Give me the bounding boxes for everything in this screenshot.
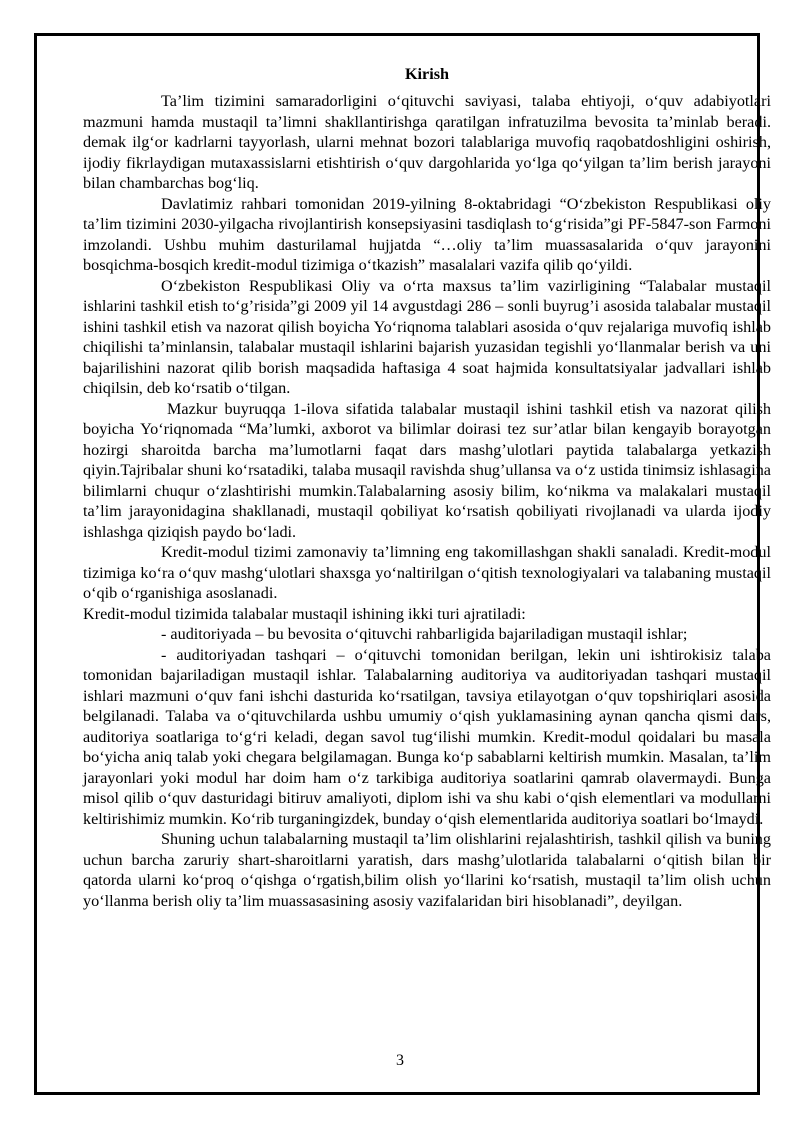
paragraph-instruction: Mazkur buyruqqa 1-ilova sifatida talabalar mustaqil ishini tashkil etish va nazorat qilish boyicha Yo‘riqnomada “Ma’lumki, axborot va bilimlar doirasi tez sur’atlar bilan kengayib borayotgan hozirgi sharoitda barcha ma’lumotlarni faqat dars mashg’ulotlari paytida talabalarga yetkazish qiyin.Tajribalar shuni ko‘rsatadiki, talaba musaqil ravishda shug’ullansa va o‘z ustida tinimsiz ishlasagina bilimlarni chuqur o‘zlashtirishi mumkin.Talabalarning asosiy bilim, ko‘nikma va malakalari mustaqil ta’lim jarayonidagina shakllanadi, mustaqil qobiliyat ko‘rsatish qobiliyati rivojlanadi va ularda ijodiy ishlashga qiziqish paydo bo‘ladi.: [83, 399, 771, 541]
paragraph-ministry-order: O‘zbekiston Respublikasi Oliy va o‘rta maxsus ta’lim vazirligining “Talabalar mustaqil ishlarini tashkil etish to‘g’risida”gi 2009 yil 14 avgustdagi 286 – sonli buyrug’i asosida talabalar mustaqil ishini tashkil etish va nazorat qilish boyicha Yo‘riqnoma talablari asosida o‘quv rejalariga muvofiq ishlab chiqilishi ta’minlansin, talabalar mustaqil ishlarini bajarish yuzasidan tegishli yo‘llanmalar berish va uni bajarilishini nazorat qilib borish maqsadida haftasiga 4 soat hajmida konsultatsiyalar jadvallari ishlab chiqilsin, deb ko‘rsatib o‘tilgan.: [83, 276, 771, 397]
list-item-auditorium: - auditoriyada – bu bevosita o‘qituvchi rahbarligida bajariladigan mustaqil ishlar;: [161, 625, 688, 643]
page-number: 3: [396, 1052, 404, 1069]
list-item-outside-auditorium: - auditoriyadan tashqari – o‘qituvchi tomonidan berilgan, lekin uni ishtirokisiz talaba tomonidan bajariladigan mustaqil ishlar. Talabalarning auditoriya va auditoriyadan tashqari mustaqil ishlari mazmuni o‘quv fani ishchi dasturida ko‘rsatilgan, tavsiya etilayotgan o‘quv topshiriqlari asosida belgilanadi. Talaba va o‘qituvchilarda ushbu umumiy o‘qish yuklamasining aynan qancha qismi dars, auditoriya soatlariga to‘g‘ri keladi, degan savol tug‘ilishi mumkin. Kredit-modul qoidalari bu masala bo‘yicha aniq talab yoki chegara belgilamagan. Bunga ko‘p sabablarni keltirish mumkin. Masalan, ta’lim jarayonlari yoki modul har doim ham o‘z tarkibiga auditoriya soatlarini qamrab olavermaydi. Bunga misol qilib o‘quv dasturidagi bitiruv amaliyoti, diplom ishi va shu kabi o‘qish elementlari va modullarni keltirishimiz mumkin. Ko‘rib turganingizdek, bunday o‘qish elementlarida auditoriya soatlari bo‘lmaydi.: [83, 645, 771, 828]
paragraph-credit-module: Kredit-modul tizimi zamonaviy ta’limning eng takomillashgan shakli sanaladi. Kredit-modul tizimiga ko‘ra o‘quv mashg‘ulotlari shaxsga yo‘naltirilgan o‘qitish texnologiyalari va talabaning mustaqil o‘qib o‘rganishiga asoslanadi.: [83, 543, 771, 602]
paragraph-intro: Ta’lim tizimini samaradorligini o‘qituvchi saviyasi, talaba ehtiyoji, o‘quv adabiyotlari mazmuni hamda mustaqil ta’limni shakllantirishga qaratilgan infratuzilma bevosita ta’minlab beradi. demak ilg‘or kadrlarni tayyorlash, ularni mehnat bozori talablariga muvofiq raqobatdoshligini oshirish, ijodiy fikrlaydigan mutaxassislarni etishtirish o‘quv dargohlarida yo‘lga qo‘yilgan ta’lim berish jarayoni bilan chambarchas bog‘liq.: [83, 92, 771, 192]
section-title: Kirish: [404, 65, 450, 83]
paragraph-types-intro: Kredit-modul tizimida talabalar mustaqil ishining ikki turi ajratiladi:: [83, 604, 526, 623]
paragraph-conclusion: Shuning uchun talabalarning mustaqil ta’lim olishlarini rejalashtirish, tashkil qilish va buning uchun barcha zaruriy shart-sharoitlarni yaratish, dars mashg’ulotlarida talabalarni o‘qitish bilan bir qatorda ularni ko‘proq o‘qishga o‘rgatish,bilim olish yo‘llarini ko‘rsatish, mustaqil ta’lim olish uchun yo‘llanma berish oliy ta’lim muassasasining asosiy vazifalaridan biri hisoblanadi”, deyilgan.: [83, 830, 771, 910]
paragraph-decree: Davlatimiz rahbari tomonidan 2019-yilning 8-oktabridagi “O‘zbekiston Respublikasi oliy ta’lim tizimini 2030-yilgacha rivojlantirish konsepsiyasini tasdiqlash to‘g‘risida”gi PF-5847-son Farmoni imzolandi. Ushbu muhim dasturilamal hujjatda “…oliy ta’lim muassasalarida o‘quv jarayonini bosqichma-bosqich kredit-modul tizimiga o‘tkazish” masalalari vazifa qilib qo‘yildi.: [83, 194, 771, 274]
document-body: [83, 63, 771, 911]
